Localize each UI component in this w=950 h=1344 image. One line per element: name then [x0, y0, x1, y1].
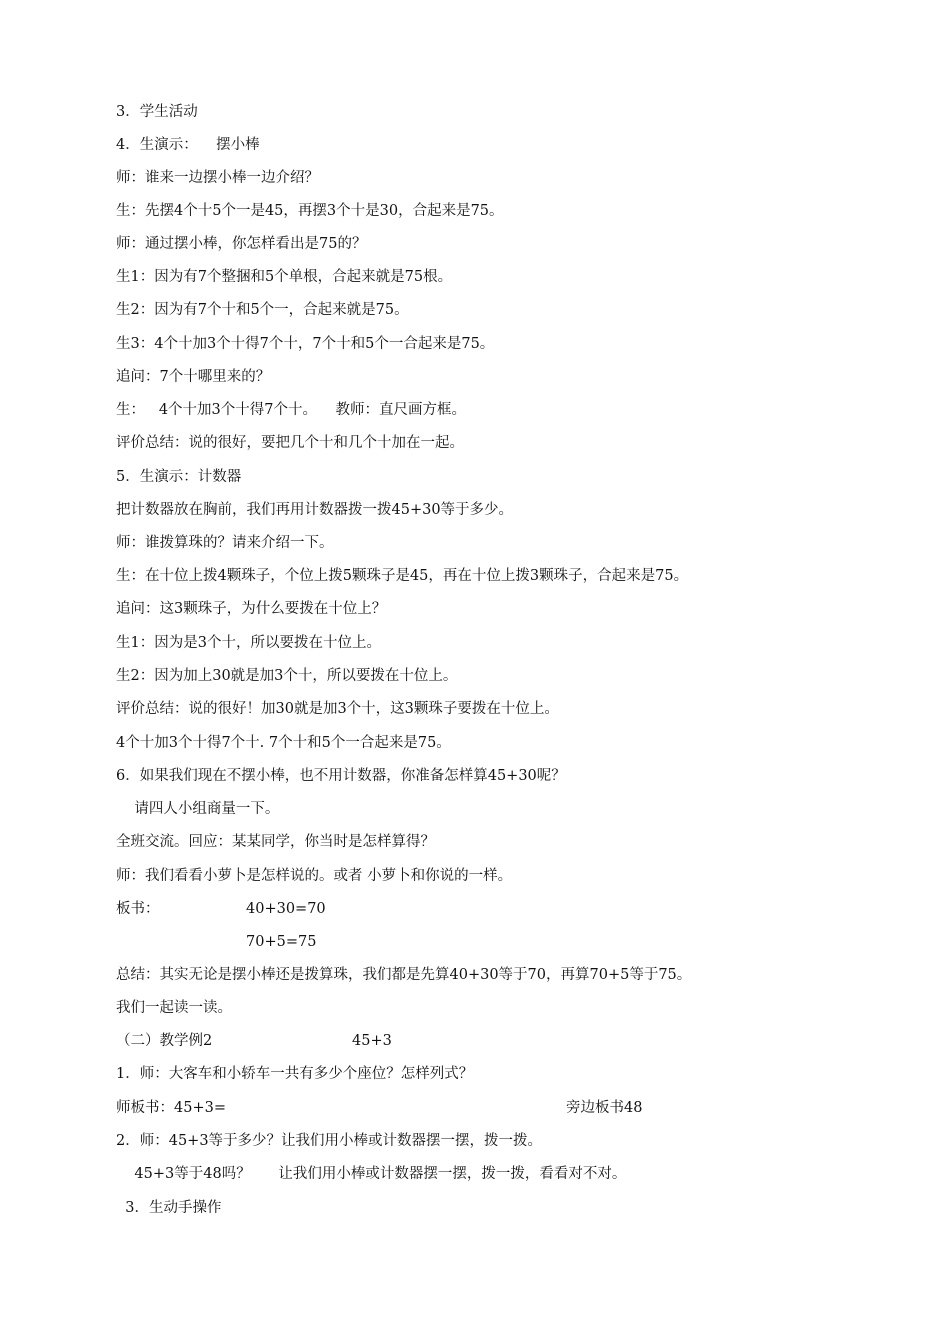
- text-line: 2．师：45+3等于多少？让我们用小棒或计数器摆一摆，拨一拨。: [116, 1133, 543, 1149]
- text-line: 评价总结：说的很好！加30就是加3个十，这3颗珠子要拨在十位上。: [116, 701, 559, 717]
- board-equation-2: 70+5=75: [246, 934, 317, 950]
- text-line: 全班交流。回应：某某同学，你当时是怎样算得？: [116, 834, 435, 850]
- text-line: 生1：因为是3个十，所以要拨在十位上。: [116, 635, 381, 651]
- text-line: 1．师：大客车和小轿车一共有多少个座位？怎样列式？: [116, 1066, 474, 1082]
- text-line: 生： 4个十加3个十得7个十。 教师：直尺画方框。: [116, 402, 466, 418]
- section-expression: 45+3: [352, 1033, 392, 1049]
- text-line: 评价总结：说的很好，要把几个十和几个十加在一起。: [116, 435, 464, 451]
- text-line: 45+3等于48吗？ 让我们用小棒或计数器摆一摆，拨一拨，看看对不对。: [116, 1166, 627, 1182]
- teacher-board-left: 师板书：45+3=: [116, 1100, 226, 1116]
- text-line: 师：谁来一边摆小棒一边介绍？: [116, 170, 319, 186]
- board-equation-1: 40+30=70: [246, 901, 326, 917]
- text-line: 师：谁拨算珠的？请来介绍一下。: [116, 535, 334, 551]
- text-line: 生：在十位上拨4颗珠子，个位上拨5颗珠子是45，再在十位上拨3颗珠子，合起来是75。: [116, 568, 689, 584]
- teacher-board-right: 旁边板书48: [566, 1100, 643, 1116]
- text-line: 4．生演示： 摆小棒: [116, 137, 260, 153]
- text-line: 生1：因为有7个整捆和5个单根，合起来就是75根。: [116, 269, 453, 285]
- section-title: （二）教学例2: [116, 1033, 213, 1049]
- board-label: 板书：: [116, 901, 160, 917]
- text-line: 师：我们看看小萝卜是怎样说的。或者 小萝卜和你说的一样。: [116, 868, 513, 884]
- text-line: 生3：4个十加3个十得7个十，7个十和5个一合起来是75。: [116, 336, 495, 352]
- text-line: 生2：因为有7个十和5个一，合起来就是75。: [116, 302, 409, 318]
- text-line: 4个十加3个十得7个十. 7个十和5个一合起来是75。: [116, 735, 451, 751]
- text-line: 3．学生活动: [116, 104, 198, 120]
- text-line: 把计数器放在胸前，我们再用计数器拨一拨45+30等于多少。: [116, 502, 514, 518]
- text-line: 5．生演示：计数器: [116, 469, 242, 485]
- text-line: 生2：因为加上30就是加3个十，所以要拨在十位上。: [116, 668, 458, 684]
- text-line: 6．如果我们现在不摆小棒，也不用计数器，你准备怎样算45+30呢？: [116, 768, 566, 784]
- text-line: 追问：这3颗珠子，为什么要拨在十位上？: [116, 601, 387, 617]
- text-line: 师：通过摆小棒，你怎样看出是75的？: [116, 236, 367, 252]
- text-line: 总结：其实无论是摆小棒还是拨算珠，我们都是先算40+30等于70，再算70+5等于75。: [116, 967, 692, 983]
- text-line: 3．生动手操作: [116, 1200, 222, 1216]
- text-line: 我们一起读一读。: [116, 1000, 232, 1016]
- text-line: 请四人小组商量一下。: [116, 801, 280, 817]
- text-line: 追问：7个十哪里来的？: [116, 369, 271, 385]
- text-line: 生：先摆4个十5个一是45，再摆3个十是30，合起来是75。: [116, 203, 504, 219]
